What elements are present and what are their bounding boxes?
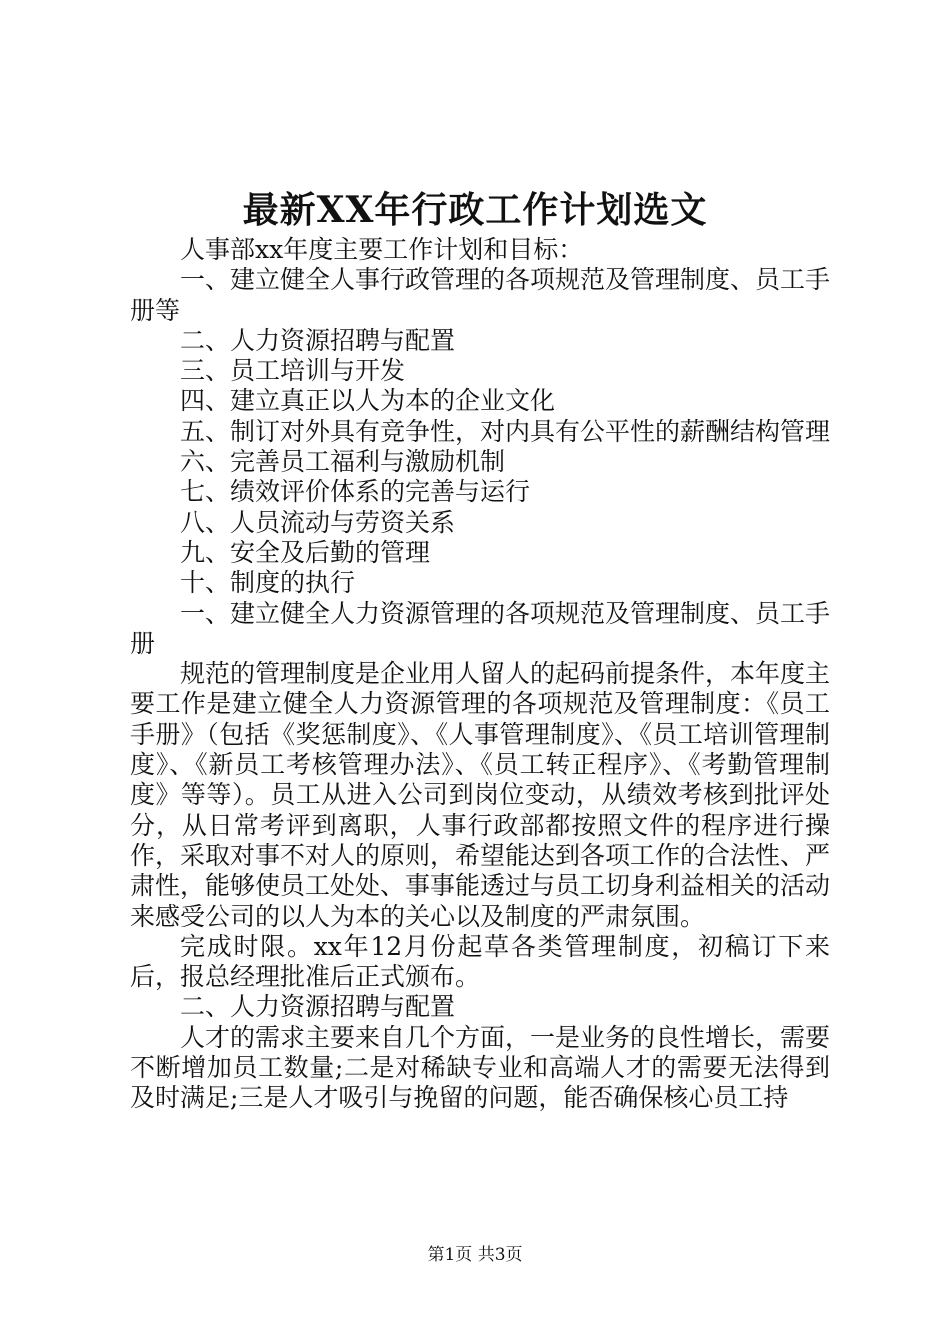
paragraph: 十、制度的执行: [180, 568, 356, 598]
paragraph: 完成时限。xx年12月份起草各类管理制度，初稿订下来后，报总经理批准后正式颁布。: [130, 931, 830, 992]
paragraph: 人才的需求主要来自几个方面，一是业务的良性增长，需要不断增加员工数量;二是对稀缺专业和高端人才的需要无法得到及时满足;三是人才吸引与挽留的问题，能否确保核心员工持: [130, 1022, 831, 1113]
paragraph: 八、人员流动与劳资关系: [180, 507, 456, 537]
document-title: 最新XX年行政工作计划选文: [242, 189, 708, 231]
paragraph: 一、建立健全人事行政管理的各项规范及管理制度、员工手册等: [130, 265, 831, 325]
paragraph: 六、完善员工福利与激励机制: [180, 447, 506, 477]
paragraph: 七、绩效评价体系的完善与运行: [180, 477, 531, 507]
document-body: [130, 235, 830, 1114]
paragraph: 三、员工培训与开发: [180, 356, 406, 386]
paragraph: 一、建立健全人力资源管理的各项规范及管理制度、员工手册: [130, 598, 831, 658]
paragraph: 规范的管理制度是企业用人留人的起码前提条件，本年度主要工作是建立健全人力资源管理的各项规范及管理制度：《员工手册》（包括《奖惩制度》、《人事管理制度》、《员工培训管理制度》、《新员工考核管理办法》、《员工转正程序》、《考勤管理制度》等等）。员工从进入公司到岗位变动，从绩效考核到批评处分，从日常考评到离职，人事行政部都按照文件的程序进行操作，采取对事不对人的原则，希望能达到各项工作的合法性、严肃性，能够使员工处处、事事能透过与员工切身利益相关的活动来感受公司的以人为本的关心以及制度的严肃氛围。: [130, 659, 831, 931]
paragraph: 二、人力资源招聘与配置: [180, 325, 456, 355]
paragraph: 五、制订对外具有竞争性，对内具有公平性的薪酬结构管理: [180, 416, 831, 446]
paragraph: 四、建立真正以人为本的企业文化: [180, 386, 556, 416]
page-footer: 第1页 共3页: [427, 1245, 523, 1265]
paragraph: 九、安全及后勤的管理: [180, 537, 431, 567]
paragraph: 人事部xx年度主要工作计划和目标：: [180, 235, 584, 264]
paragraph: 二、人力资源招聘与配置: [180, 992, 456, 1022]
